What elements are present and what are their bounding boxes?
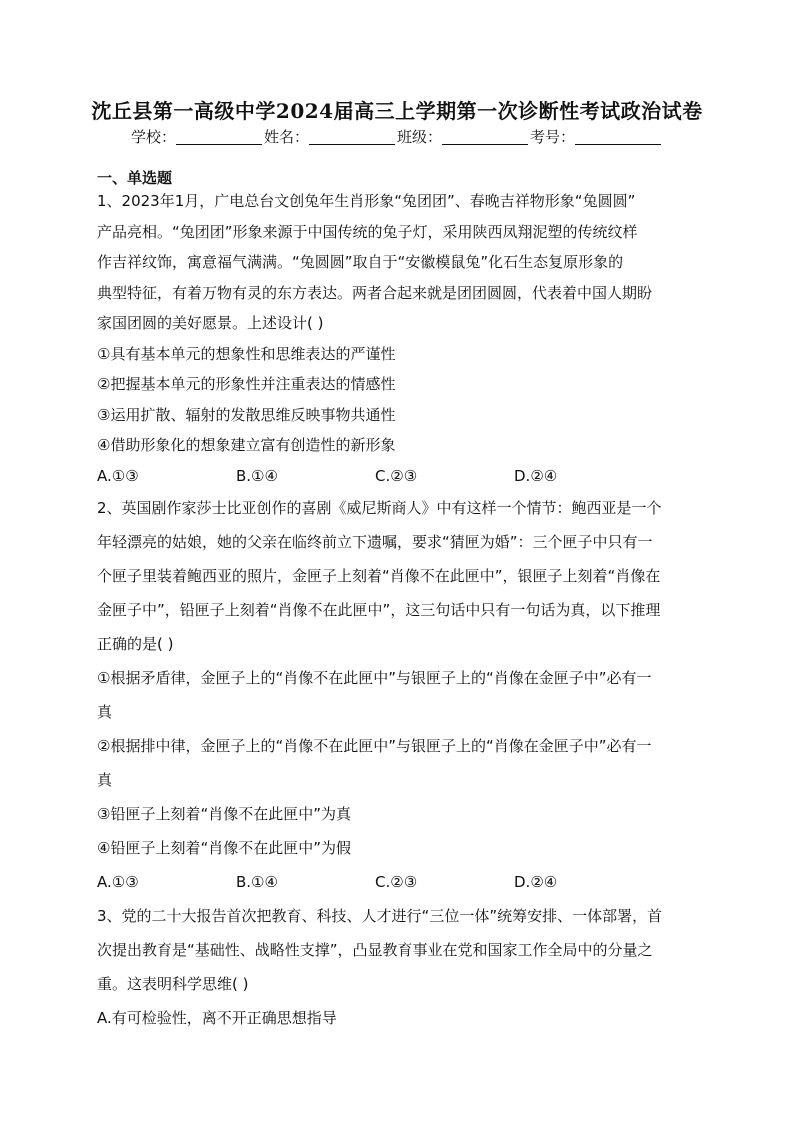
- question-1: [97, 186, 697, 491]
- statement: ②根据排中律，金匣子上的“肖像不在此匣中”与银匣子上的“肖像在金匣子中”必有一: [97, 737, 652, 755]
- question-text-line: 个匣子里装着鲍西亚的照片，金匣子上刻着“肖像不在此匣中”，银匣子上刻着“肖像在: [97, 567, 661, 585]
- option-d: D.②④: [514, 466, 558, 485]
- question-text-line: 家国团圆的美好愿景。上述设计( ): [97, 314, 324, 332]
- question-text-line: 作吉祥纹饰，寓意福气满满。“兔圆圆”取自于“安徽模鼠兔”化石生态复原形象的: [97, 253, 624, 271]
- option-a: A.①③: [97, 873, 139, 891]
- option-b: B.①④: [236, 873, 278, 891]
- question-text-line: 3、党的二十大报告首次把教育、科技、人才进行“三位一体”统筹安排、一体部署，首: [97, 907, 663, 925]
- question-text-line: 次提出教育是“基础性、战略性支撑”，凸显教育事业在党和国家工作全局中的分量之: [97, 941, 653, 959]
- statement: ①根据矛盾律，金匣子上的“肖像不在此匣中”与银匣子上的“肖像在金匣子中”必有一: [97, 669, 652, 687]
- name-blank: [309, 128, 395, 145]
- school-blank: [176, 128, 262, 145]
- option-a: A.有可检验性，离不开正确思想指导: [97, 1009, 337, 1027]
- question-text-line: 金匣子中”，铅匣子上刻着“肖像不在此匣中”，这三句话中只有一句话为真，以下推理: [97, 601, 661, 619]
- option-b: B.①④: [236, 466, 278, 485]
- section-heading: 一、单选题: [97, 169, 173, 187]
- question-text-line: 正确的是( ): [97, 635, 174, 653]
- name-label: 姓名：: [263, 128, 309, 146]
- question-text-line: 产品亮相。“兔团团”形象来源于中国传统的兔子灯，采用陕西凤翔泥塑的传统纹样: [97, 222, 638, 241]
- statement: ④借助形象化的想象建立富有创造性的新形象: [97, 436, 396, 454]
- statement: 真: [97, 703, 113, 721]
- class-blank: [442, 128, 528, 145]
- question-text-line: 1、2023年1月，广电总台文创兔年生肖形象“兔团团”、春晚吉祥物形象“兔圆圆”: [97, 192, 636, 210]
- exam-no-blank: [575, 128, 661, 145]
- statement: ③铅匣子上刻着“肖像不在此匣中”为真: [97, 805, 351, 823]
- option-a: A.①③: [97, 466, 139, 485]
- question-3: [97, 899, 697, 1035]
- option-d: D.②④: [514, 873, 558, 891]
- student-info-row: [0, 126, 794, 147]
- statement: ①具有基本单元的想象性和思维表达的严谨性: [97, 344, 396, 363]
- exam-title: 沈丘县第一高级中学2024届高三上学期第一次诊断性考试政治试卷: [91, 99, 703, 123]
- option-c: C.②③: [375, 873, 418, 891]
- option-c: C.②③: [375, 466, 418, 485]
- question-text-line: 重。这表明科学思维( ): [97, 975, 249, 993]
- exam-no-label: 考号：: [530, 128, 576, 146]
- answer-options: [97, 461, 697, 492]
- class-label: 班级：: [397, 128, 443, 146]
- answer-options: [97, 865, 697, 899]
- question-2: [97, 491, 697, 899]
- statement: ③运用扩散、辐射的发散思维反映事物共通性: [97, 405, 396, 424]
- statement: ④铅匣子上刻着“肖像不在此匣中”为假: [97, 839, 351, 857]
- statement: 真: [97, 771, 113, 789]
- question-text-line: 年轻漂亮的姑娘，她的父亲在临终前立下遗嘱，要求“猜匣为婚”：三个匣子中只有一: [97, 533, 653, 551]
- question-text-line: 典型特征，有着万物有灵的东方表达。两者合起来就是团团圆圆，代表着中国人期盼: [97, 283, 653, 302]
- statement: ②把握基本单元的形象性并注重表达的情感性: [97, 375, 396, 393]
- questions: [97, 186, 697, 1035]
- question-text-line: 2、英国剧作家莎士比亚创作的喜剧《威尼斯商人》中有这样一个情节：鲍西亚是一个: [97, 499, 662, 517]
- school-label: 学校：: [130, 128, 176, 146]
